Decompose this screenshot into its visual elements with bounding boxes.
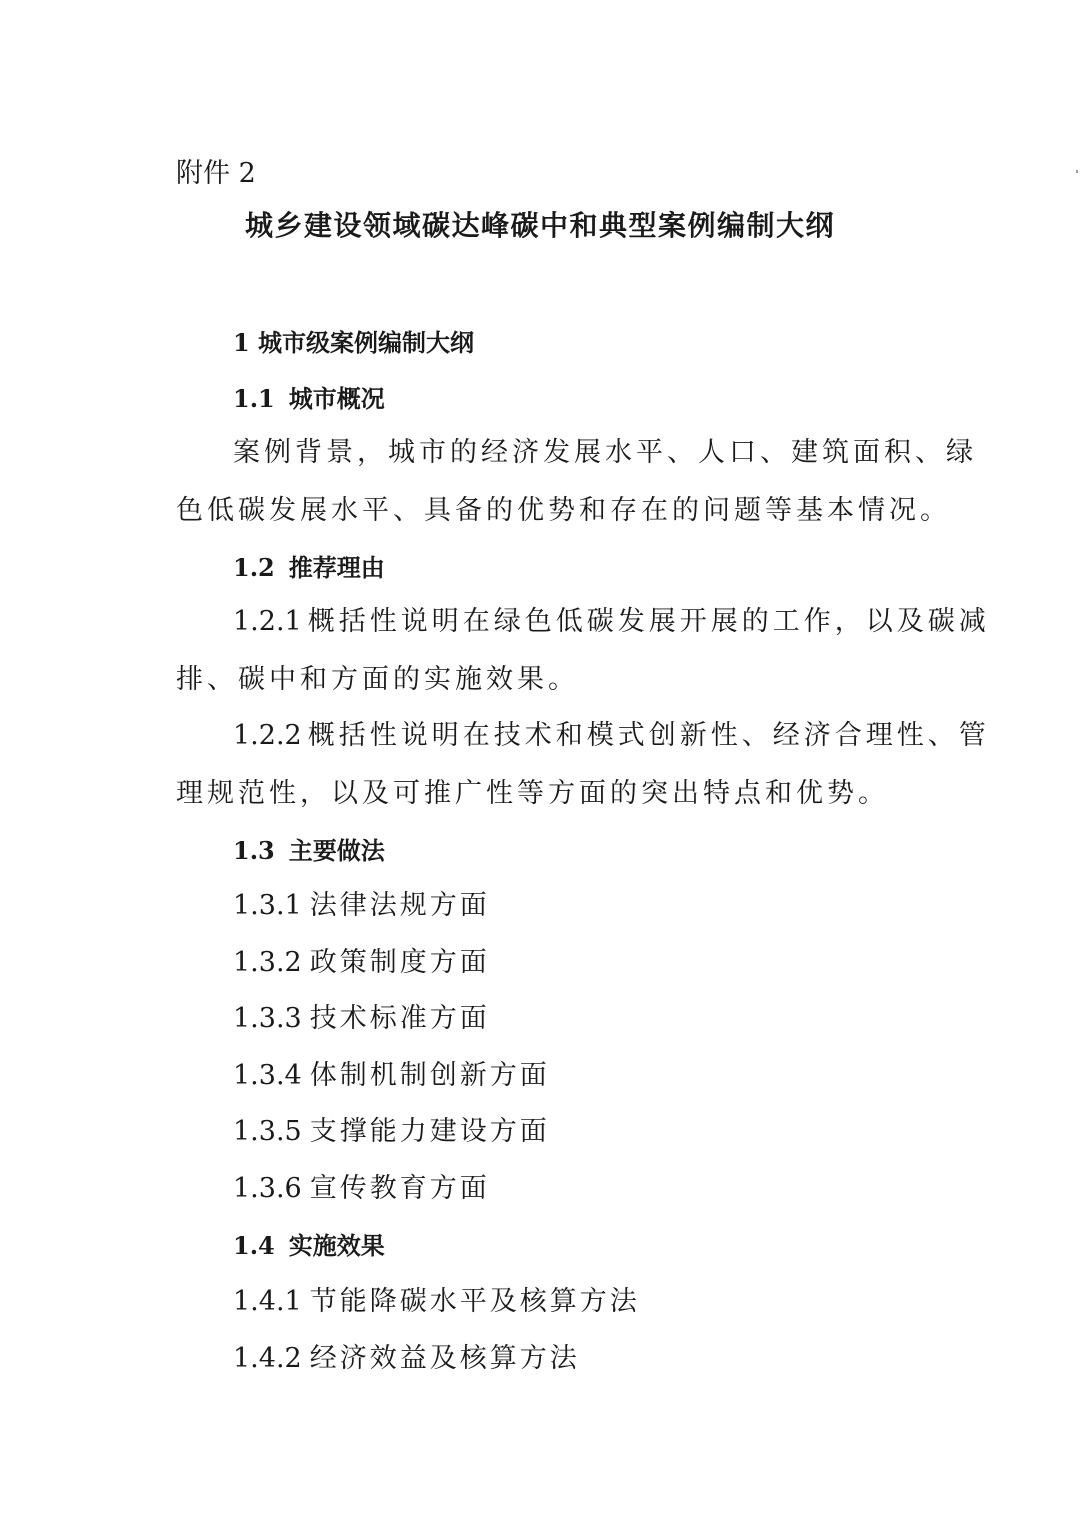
item-label: 节能降碳水平及核算方法 xyxy=(309,1286,640,1317)
item-number: 1.3.5 xyxy=(233,1116,302,1147)
paragraph-line: 排、碳中和方面的实施效果。 xyxy=(176,664,579,695)
item-label: 政策制度方面 xyxy=(309,947,490,978)
item-label: 宣传教育方面 xyxy=(309,1173,490,1204)
list-item xyxy=(233,1115,550,1149)
list-item xyxy=(233,1172,490,1206)
clause-number: 1.2.1 xyxy=(233,606,302,637)
item-label: 经济效益及核算方法 xyxy=(309,1343,580,1374)
list-item xyxy=(233,1059,550,1093)
item-label: 支撑能力建设方面 xyxy=(309,1116,550,1147)
section-title: 城市概况 xyxy=(288,384,385,413)
section-title: 实施效果 xyxy=(288,1231,385,1260)
paragraph-line: 色低碳发展水平、具备的优势和存在的问题等基本情况。 xyxy=(176,495,951,526)
list-item xyxy=(233,1002,490,1036)
item-number: 1.3.2 xyxy=(233,947,302,978)
section-1-1-heading xyxy=(233,382,385,416)
section-1-heading: 1 城市级案例编制大纲 xyxy=(233,328,475,357)
clause-text: 概括性说明在绿色低碳发展开展的工作，以及碳减 xyxy=(307,606,990,637)
paragraph-line: 案例背景，城市的经济发展水平、人口、建筑面积、绿 xyxy=(233,437,977,468)
section-1-4-heading xyxy=(233,1229,385,1263)
section-1-2-heading xyxy=(233,551,385,585)
section-1-3-heading xyxy=(233,834,385,868)
list-item xyxy=(233,946,490,980)
section-title: 主要做法 xyxy=(288,836,385,865)
section-number: 1.2 xyxy=(233,553,275,582)
item-number: 1.4.1 xyxy=(233,1286,302,1317)
clause-text: 概括性说明在技术和模式创新性、经济合理性、管 xyxy=(307,720,990,751)
item-number: 1.3.1 xyxy=(233,890,302,921)
section-title: 推荐理由 xyxy=(288,553,385,582)
list-item xyxy=(233,889,490,923)
item-number: 1.3.6 xyxy=(233,1173,302,1204)
list-item xyxy=(233,1285,640,1319)
item-label: 技术标准方面 xyxy=(309,1003,490,1034)
section-number: 1.4 xyxy=(233,1231,275,1260)
section-number: 1.1 xyxy=(233,384,275,413)
list-item xyxy=(233,1342,580,1376)
item-label: 法律法规方面 xyxy=(309,890,490,921)
paragraph-line: 理规范性，以及可推广性等方面的突出特点和优势。 xyxy=(176,778,889,809)
section-number: 1.3 xyxy=(233,836,275,865)
item-number: 1.3.3 xyxy=(233,1003,302,1034)
paragraph-line xyxy=(233,605,990,639)
attachment-label: 附件 2 xyxy=(176,158,256,189)
document-title: 城乡建设领域碳达峰碳中和典型案例编制大纲 xyxy=(244,209,835,242)
item-number: 1.4.2 xyxy=(233,1343,302,1374)
clause-number: 1.2.2 xyxy=(233,720,302,751)
item-label: 体制机制创新方面 xyxy=(309,1060,550,1091)
paragraph-line xyxy=(233,719,990,753)
scan-edge-mark xyxy=(1076,170,1078,173)
item-number: 1.3.4 xyxy=(233,1060,302,1091)
